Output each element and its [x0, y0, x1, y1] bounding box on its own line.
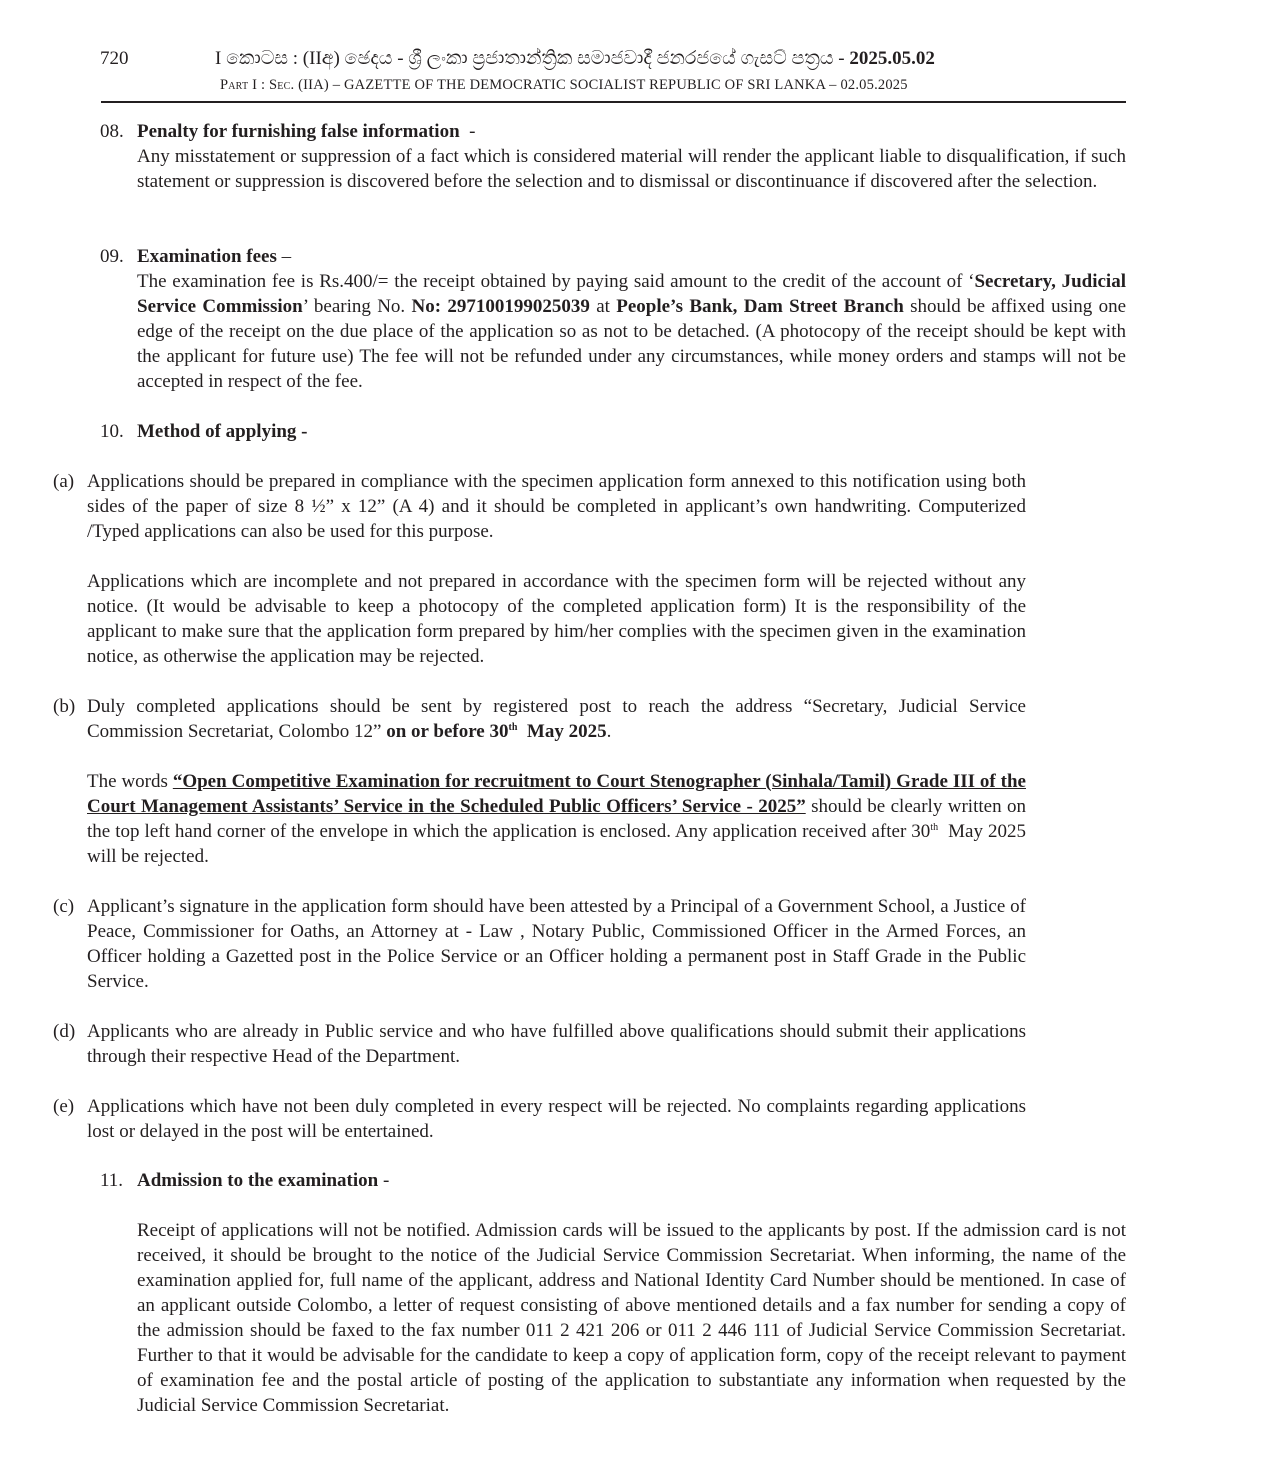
subsection-paragraph	[87, 694, 1026, 744]
section-body	[137, 269, 1126, 394]
sec-label: Sec.	[269, 77, 295, 93]
subsection-paragraph: Applications should be prepared in compliance with the specimen application form annexed to this notification using both sides of the paper of size 8 ½” x 12” (A 4) and it should be completed in applicant’s own handwriting. Computerized /Typed applications can also be used for this purpose.	[87, 471, 1026, 542]
account-name: Secretary, Judicial Service Commission	[137, 271, 1126, 317]
account-number: No: 297100199025039	[411, 296, 590, 317]
ordinal-suffix: th	[508, 722, 518, 733]
subsection-label: (c)	[53, 896, 75, 917]
sinhala-date: 2025.05.02	[849, 48, 935, 69]
section-body: Any misstatement or suppression of a fact which is considered material will render the applicant liable to disqualification, if such statement or suppression is discovered before the selection and to dismissal or discontinuance if discovered after the selection.	[137, 146, 1126, 192]
body-text: Duly completed applications should be sent by registered post to reach the address “Secretary, Judicial Service Commission Secretariat, Colombo 12”	[87, 696, 1026, 742]
section-title	[137, 119, 475, 144]
body-text: at	[589, 296, 617, 317]
subsection-label: (b)	[53, 696, 76, 717]
part-label: Part I	[220, 77, 258, 93]
bank-name: People’s Bank, Dam Street Branch	[616, 296, 904, 317]
body-text: ’ bearing No.	[302, 296, 412, 317]
section-title	[137, 244, 291, 269]
body-text: should be affixed using one edge of the receipt on the due place of the application so as not to be detached. (A photocopy of the receipt should be kept with the applicant for future use) The fee will not be refunded under any circumstances, while money orders and stamps will not be accepted in respect of the fee.	[137, 296, 1126, 392]
section-title	[137, 1168, 389, 1193]
header-sinhala-title	[215, 48, 1015, 70]
subsection-paragraph: Applications which have not been duly completed in every respect will be rejected. No complaints regarding applications lost or delayed in the post will be entertained.	[87, 1096, 1026, 1142]
section-title-text: Penalty for furnishing false information	[137, 121, 460, 142]
subsection-paragraph	[87, 769, 1031, 869]
section-title-text: Examination fees	[137, 246, 277, 267]
ordinal-suffix: th	[930, 822, 939, 833]
subsection-label: (a)	[53, 471, 75, 492]
section-title: Method of applying -	[137, 421, 308, 442]
page-number: 720	[100, 48, 129, 69]
section-title-text: Admission to the examination	[137, 1170, 379, 1191]
header-divider	[101, 101, 1126, 103]
section-number: 10.	[100, 421, 124, 442]
envelope-title: “Open Competitive Examination for recruitment to Court Stenographer (Sinhala/Tamil) Grade III of the Court Management Assistants’ Service in the Scheduled Public Officers’ Service - 2025”	[87, 771, 1026, 817]
section-number: 09.	[100, 246, 124, 267]
body-text: .	[606, 721, 612, 742]
body-text: The examination fee is Rs.400/= the receipt obtained by paying said amount to the credit of the account of ‘	[137, 271, 975, 292]
subsection-paragraph: Applicants who are already in Public service and who have fulfilled above qualifications should submit their applications through their respective Head of the Department.	[87, 1021, 1026, 1067]
body-text: May 2025 will be rejected.	[87, 821, 1031, 867]
body-text: should be clearly written on the top left hand corner of the envelope in which the application is enclosed. Any application received after 30	[87, 796, 1026, 842]
english-title-rest: (IIA) – GAZETTE OF THE DEMOCRATIC SOCIALIST REPUBLIC OF SRI LANKA – 02.05.2025	[298, 77, 908, 93]
title-suffix: -	[459, 121, 476, 142]
body-text: The words	[87, 771, 173, 792]
section-number: 08.	[100, 121, 124, 142]
header-english-title: Part I : Sec. (IIA) – GAZETTE OF THE DEMOCRATIC SOCIALIST REPUBLIC OF SRI LANKA – 02.05.2025	[220, 77, 908, 93]
subsection-paragraph: Applicant’s signature in the application form should have been attested by a Principal of a Government School, a Justice of Peace, Commissioner for Oaths, an Attorney at - Law , Notary Public, Commissioned Officer in the Armed Forces, an Officer holding a Gazetted post in the Police Service or an Officer holding a permanent post in Staff Grade in the Public Service.	[87, 896, 1026, 992]
deadline-text: on or before 30	[386, 721, 509, 742]
subsection-label: (e)	[53, 1096, 75, 1117]
title-suffix: –	[276, 246, 292, 267]
subsection-paragraph: Applications which are incomplete and not prepared in accordance with the specimen form will be rejected without any notice. (It would be advisable to keep a photocopy of the completed application form) It is the responsibility of the applicant to make sure that the application form prepared by him/her complies with the specimen given in the examination notice, as otherwise the application may be rejected.	[87, 571, 1026, 667]
sinhala-title-text: I කොටස : (IIඅ) ඡෙදය - ශ්‍රී ලංකා ප්‍රජාතාන්ත්‍රික සමාජවාදී ජනරජයේ ගැසට් පත්‍රය -	[215, 48, 850, 69]
deadline-text: May 2025	[517, 721, 607, 742]
section-number: 11.	[100, 1170, 124, 1191]
deadline	[386, 721, 606, 742]
title-suffix: -	[378, 1170, 390, 1191]
subsection-label: (d)	[53, 1021, 76, 1042]
section-body: Receipt of applications will not be notified. Admission cards will be issued to the applicants by post. If the admission card is not received, it should be brought to the notice of the Judicial Service Commission Secretariat. When informing, the name of the examination applied for, full name of the applicant, address and National Identity Card Number should be mentioned. In case of an applicant outside Colombo, a letter of request consisting of above mentioned details and a fax number for sending a copy of the admission should be faxed to the fax number 011 2 421 206 or 011 2 446 111 of Judicial Service Commission Secretariat. Further to that it would be advisable for the candidate to keep a copy of application form, copy of the receipt relevant to payment of examination fee and the postal article of posting of the application to substantiate any information when requested by the Judicial Service Commission Secretariat.	[137, 1220, 1126, 1416]
